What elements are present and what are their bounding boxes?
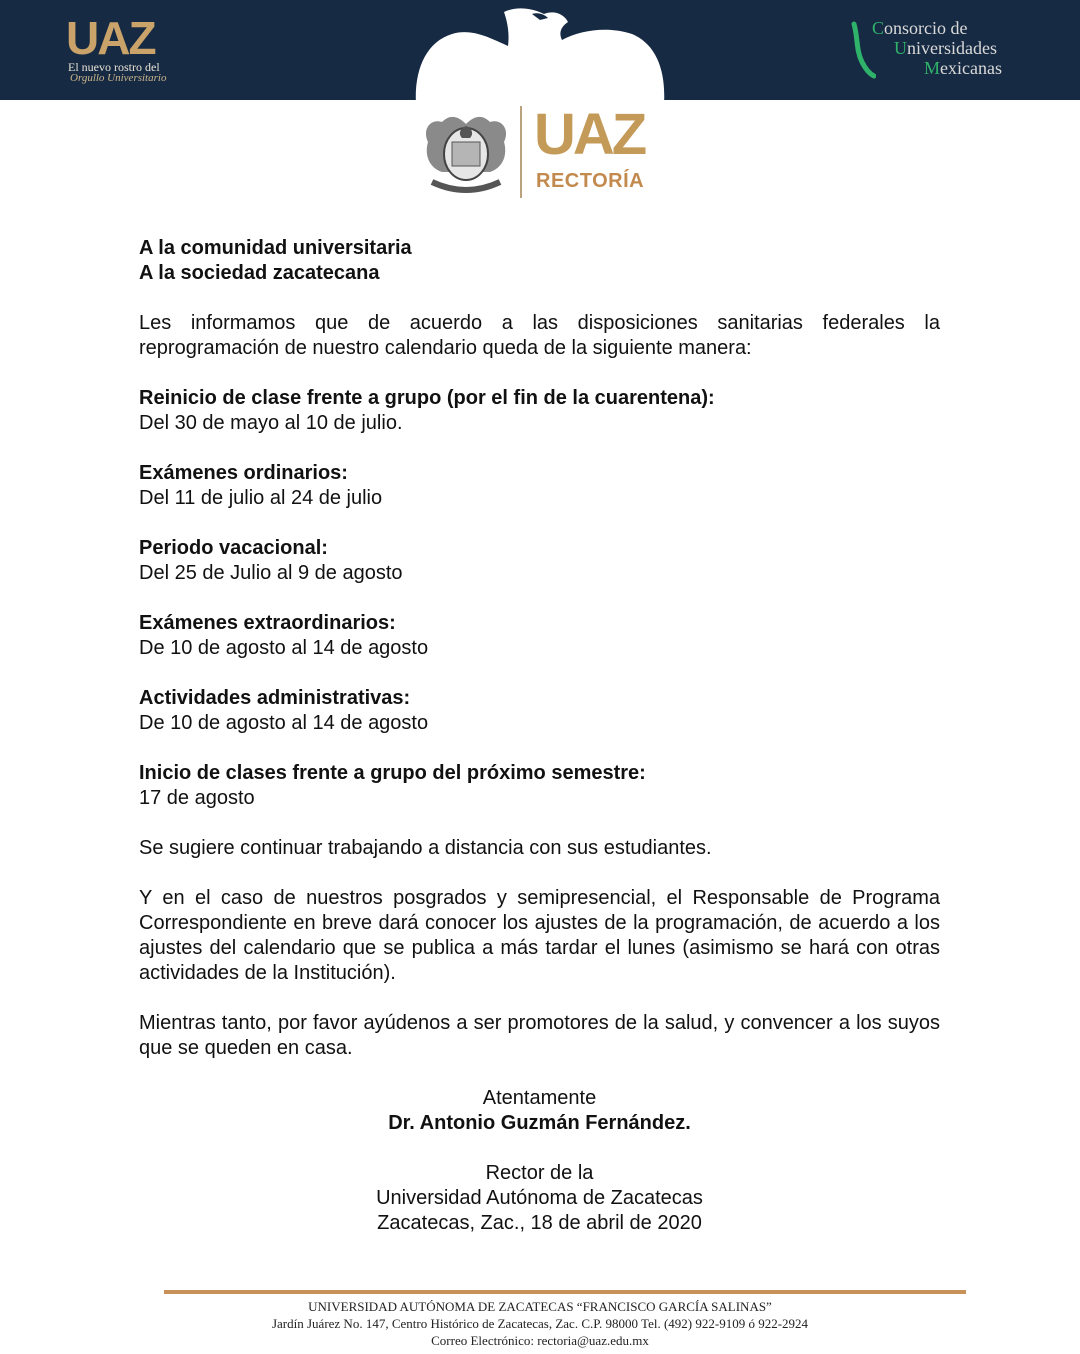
consorcio-line-3: Mexicanas — [924, 58, 1002, 78]
schedule-dates: De 10 de agosto al 14 de agosto — [139, 637, 429, 659]
paragraph-distance-work: Se sugiere continuar trabajando a distancia con sus estudiantes. — [139, 837, 712, 859]
footer-email: Correo Electrónico: rectoria@uaz.edu.mx — [431, 1333, 649, 1348]
uaz-center-logo-text: UAZ — [534, 102, 645, 167]
schedule-dates: Del 25 de Julio al 9 de agosto — [139, 562, 403, 584]
schedule-dates: Del 11 de julio al 24 de julio — [139, 487, 383, 509]
rectoria-logo — [420, 104, 670, 204]
paragraph-health: Mientras tanto, por favor ayúdenos a ser promotores de la salud, y convencer a los suyos que se queden en casa. — [139, 1012, 940, 1059]
footer-divider — [164, 1290, 966, 1294]
greeting-1: A la comunidad universitaria — [139, 237, 412, 259]
rectoria-label: RECTORÍA — [536, 170, 645, 192]
footer-address: Jardín Juárez No. 147, Centro Histórico de Zacatecas, Zac. C.P. 98000 Tel. (492) 922-9109 ó 922-2924 — [271, 1316, 809, 1331]
eagle-silhouette-icon — [412, 0, 668, 104]
schedule-dates: Del 30 de mayo al 10 de julio. — [139, 412, 403, 434]
place-date: Zacatecas, Zac., 18 de abril de 2020 — [377, 1212, 702, 1234]
university-seal-icon — [420, 112, 512, 198]
schedule-title: Actividades administrativas: — [139, 687, 411, 709]
consorcio-line-1: Consorcio de — [872, 18, 968, 38]
signatory-position-2: Universidad Autónoma de Zacatecas — [376, 1187, 703, 1209]
signatory-name: Dr. Antonio Guzmán Fernández. — [388, 1112, 691, 1134]
uaz-top-logo — [66, 14, 176, 86]
uaz-tagline-2: Orgullo Universitario — [70, 72, 167, 84]
paragraph-postgraduate: Y en el caso de nuestros posgrados y semipresencial, el Responsable de Programa Correspondiente en breve dará conocer los ajustes de la programación, de acuerdo a los ajustes del calendario que se publica a más tardar el lunes (asimismo se hará con otras actividades de la Institución). — [139, 887, 940, 984]
intro-paragraph: Les informamos que de acuerdo a las disposiciones sanitarias federales la reprogramación de nuestro calendario queda de la siguiente manera: — [139, 312, 940, 359]
logo-divider — [520, 106, 522, 198]
schedule-title: Periodo vacacional: — [139, 537, 328, 559]
uaz-top-logo-text: UAZ — [66, 12, 155, 64]
greeting-2: A la sociedad zacatecana — [139, 262, 380, 284]
schedule-dates: 17 de agosto — [139, 787, 255, 809]
consorcio-logo — [850, 16, 1030, 86]
uaz-tagline-1: El nuevo rostro del — [68, 60, 160, 74]
footer-university-name: UNIVERSIDAD AUTÓNOMA DE ZACATECAS “FRANCISCO GARCÍA SALINAS” — [308, 1299, 772, 1314]
schedule-title: Exámenes ordinarios: — [139, 462, 348, 484]
closing: Atentamente — [482, 1087, 597, 1109]
letter-body — [139, 236, 940, 1236]
schedule-title: Inicio de clases frente a grupo del próximo semestre: — [139, 762, 646, 784]
schedule-title: Exámenes extraordinarios: — [139, 612, 396, 634]
schedule-dates: De 10 de agosto al 14 de agosto — [139, 712, 429, 734]
schedule-title: Reinicio de clase frente a grupo (por el fin de la cuarentena): — [139, 387, 715, 409]
footer — [0, 1298, 1080, 1349]
signatory-position-1: Rector de la — [485, 1162, 594, 1184]
consorcio-line-2: Universidades — [894, 38, 997, 58]
